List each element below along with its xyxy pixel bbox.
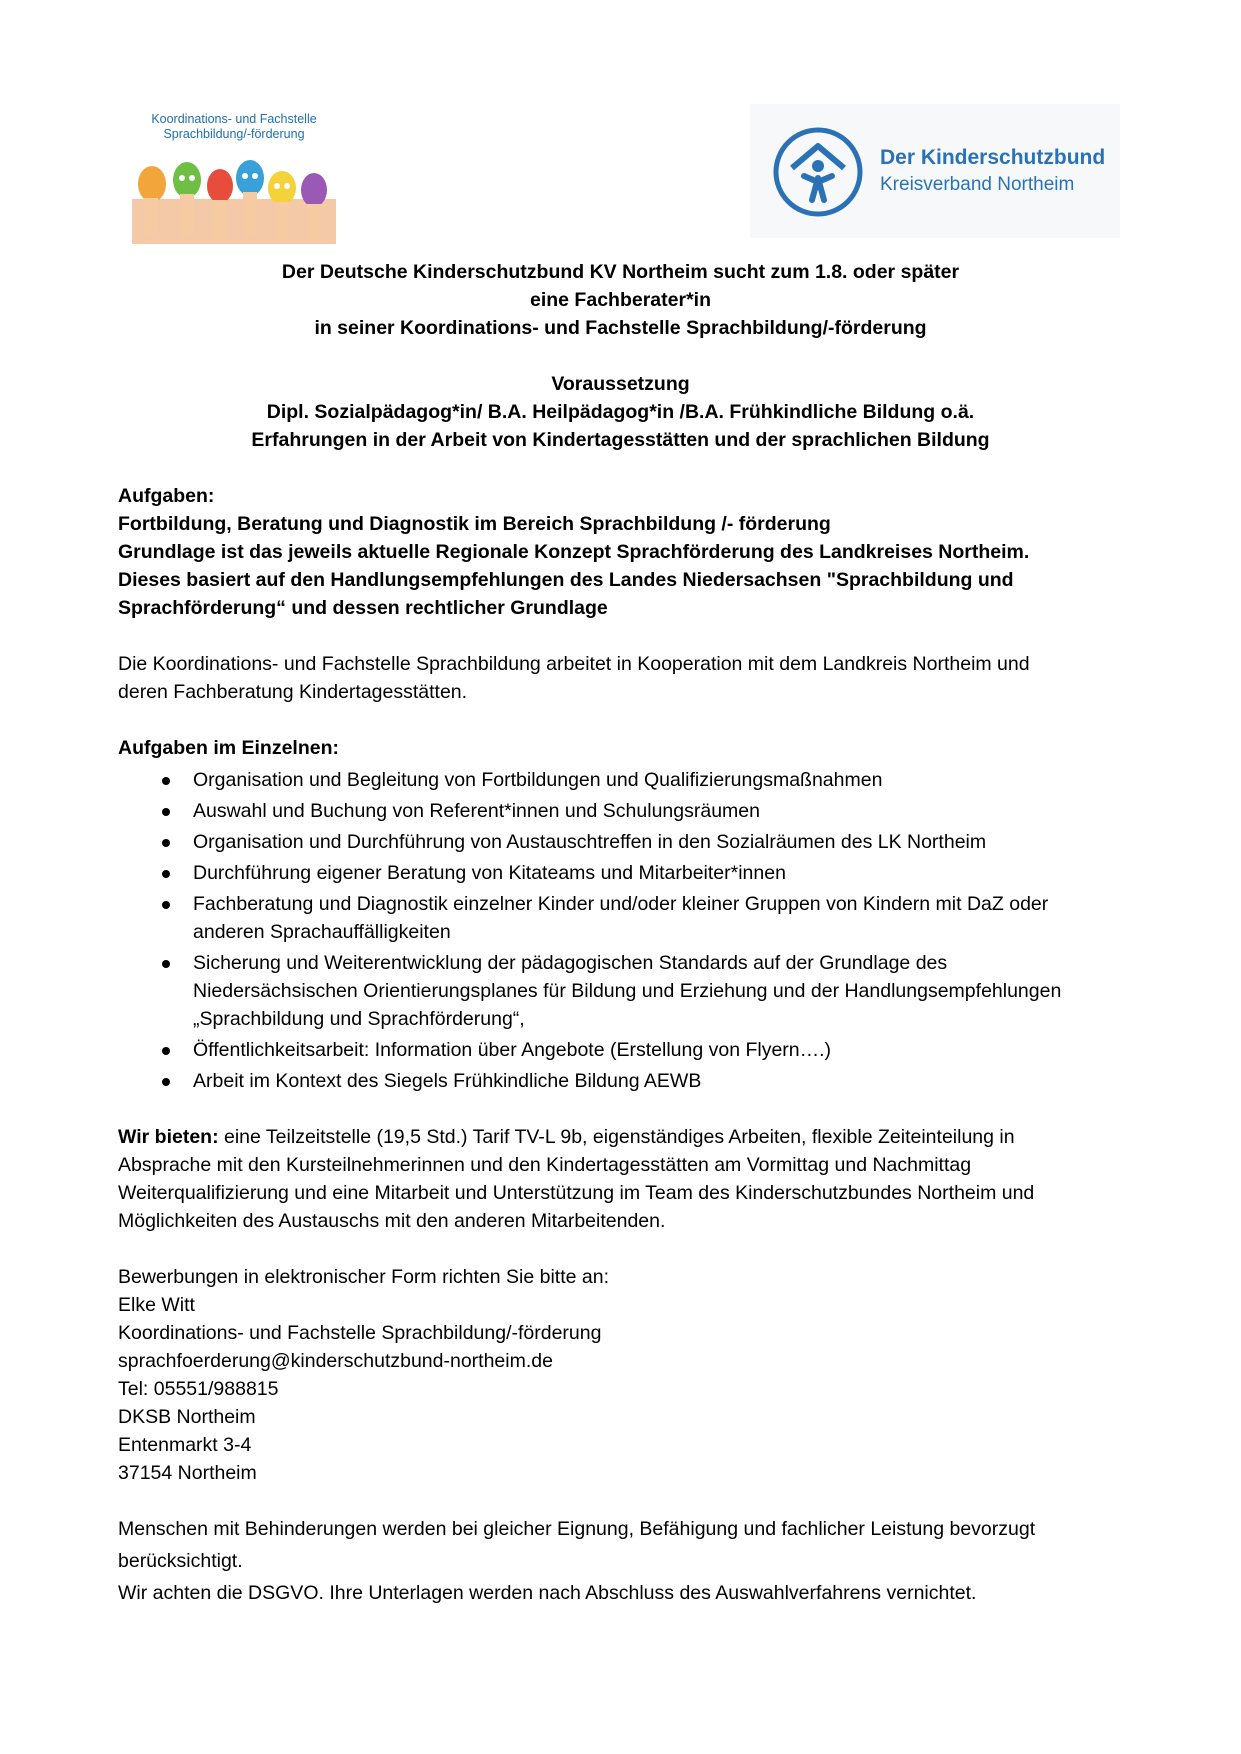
bullet-icon [162,1047,170,1055]
offer-line3: Weiterqualifizierung und eine Mitarbeit und Unterstützung im Team des Kinderschutzbundes Northeim und [118,1182,1035,1204]
requirements-line2: Erfahrungen in der Arbeit von Kindertagesstätten und der sprachlichen Bildung [251,429,990,451]
bullet-icon [162,839,170,847]
offer-line2: Absprache mit den Kursteilnehmerinnen und den Kindertagesstätten am Vormittag und Nachmittag [118,1154,972,1176]
task-list [118,766,1138,1095]
requirements-line1: Dipl. Sozialpädagog*in/ B.A. Heilpädagog*in /B.A. Frühkindliche Bildung o.ä. [266,401,975,423]
org-name: Der Kinderschutzbund [880,146,1106,169]
list-item-text: Fachberatung und Diagnostik einzelner Kinder und/oder kleiner Gruppen von Kindern mit DaZ oder [193,893,1049,915]
list-item-text: Öffentlichkeitsarbeit: Information über Angebote (Erstellung von Flyern….) [193,1039,832,1061]
contact-intro: Bewerbungen in elektronischer Form richten Sie bitte an: [118,1266,610,1288]
bullet-icon [162,901,170,909]
list-item-text: Sicherung und Weiterentwicklung der pädagogischen Standards auf der Grundlage des [193,952,948,974]
header-line2: eine Fachberater*in [530,289,711,311]
list-item [118,949,1138,1033]
requirements-title: Voraussetzung [551,373,690,395]
bullet-icon [162,777,170,785]
list-item-text: Niedersächsischen Orientierungsplanes für Bildung und Erziehung und der Handlungsempfehlungen [193,980,1062,1002]
org-subname: Kreisverband Northeim [880,174,1075,195]
details-heading: Aufgaben im Einzelnen: [118,737,340,759]
list-item [118,859,1138,887]
bullet-icon [162,960,170,968]
logo-title-line2: Sprachbildung/-förderung [163,127,305,141]
cooperation-line2: deren Fachberatung Kindertagesstätten. [118,681,468,703]
bullet-icon [162,808,170,816]
contact-city: 37154 Northeim [118,1462,257,1484]
cooperation-line1: Die Koordinations- und Fachstelle Sprachbildung arbeitet in Kooperation mit dem Landkreis Northeim und [118,653,1030,675]
list-item [118,828,1138,856]
footer-line3: Wir achten die DSGVO. Ihre Unterlagen werden nach Abschluss des Auswahlverfahrens vernichtet. [118,1582,977,1604]
list-item-text: Organisation und Begleitung von Fortbildungen und Qualifizierungsmaßnahmen [193,769,883,791]
bullet-icon [162,870,170,878]
list-item [118,1036,1138,1064]
tasks-line4: Sprachförderung“ und dessen rechtlicher Grundlage [118,597,608,619]
list-item-text: Durchführung eigener Beratung von Kitateams und Mitarbeiter*innen [193,862,786,884]
contact-phone: Tel: 05551/988815 [118,1378,279,1400]
offer-line1 [118,1123,1138,1151]
logo-title-line1: Koordinations- und Fachstelle [151,112,317,126]
contact-person: Elke Witt [118,1294,195,1316]
list-item-text: Arbeit im Kontext des Siegels Frühkindliche Bildung AEWB [193,1070,702,1092]
list-item-text: anderen Sprachauffälligkeiten [193,921,451,943]
list-item-text: Organisation und Durchführung von Austauschtreffen in den Sozialräumen des LK Northeim [193,831,987,853]
tasks-line2: Grundlage ist das jeweils aktuelle Regionale Konzept Sprachförderung des Landkreises Northeim. [118,541,1030,563]
kinderschutzbund-emblem-icon [772,126,864,218]
contact-street: Entenmarkt 3-4 [118,1434,252,1456]
list-item [118,1067,1138,1095]
contact-unit: Koordinations- und Fachstelle Sprachbildung/-förderung [118,1322,602,1344]
list-item [118,797,1138,825]
kinderschutzbund-logo [750,104,1120,238]
list-item [118,890,1138,946]
list-item-text: Auswahl und Buchung von Referent*innen und Schulungsräumen [193,800,760,822]
bullet-icon [162,1078,170,1086]
list-item [118,766,1138,794]
painted-hands-icon [132,144,336,244]
tasks-line3: Dieses basiert auf den Handlungsempfehlungen des Landes Niedersachsen "Sprachbildung und [118,569,1014,591]
fachstelle-logo [132,108,336,242]
footer-line1: Menschen mit Behinderungen werden bei gleicher Eignung, Befähigung und fachlicher Leistung bevorzugt [118,1518,1036,1540]
offer-label: Wir bieten: [118,1126,219,1148]
header-line1: Der Deutsche Kinderschutzbund KV Northeim sucht zum 1.8. oder später [281,261,960,283]
offer-line4: Möglichkeiten des Austauschs mit den anderen Mitarbeitenden. [118,1210,666,1232]
tasks-heading: Aufgaben: [118,485,215,507]
list-item-text: „Sprachbildung und Sprachförderung“, [193,1008,525,1030]
offer-text: eine Teilzeitstelle (19,5 Std.) Tarif TV-L 9b, eigenständiges Arbeiten, flexible Zeiteinteilung in [218,1126,1015,1148]
contact-org: DKSB Northeim [118,1406,256,1428]
footer-line2: berücksichtigt. [118,1550,243,1572]
header-line3: in seiner Koordinations- und Fachstelle Sprachbildung/-förderung [314,317,927,339]
tasks-line1: Fortbildung, Beratung und Diagnostik im Bereich Sprachbildung /- förderung [118,513,831,535]
contact-email[interactable]: sprachfoerderung@kinderschutzbund-northeim.de [118,1350,553,1372]
